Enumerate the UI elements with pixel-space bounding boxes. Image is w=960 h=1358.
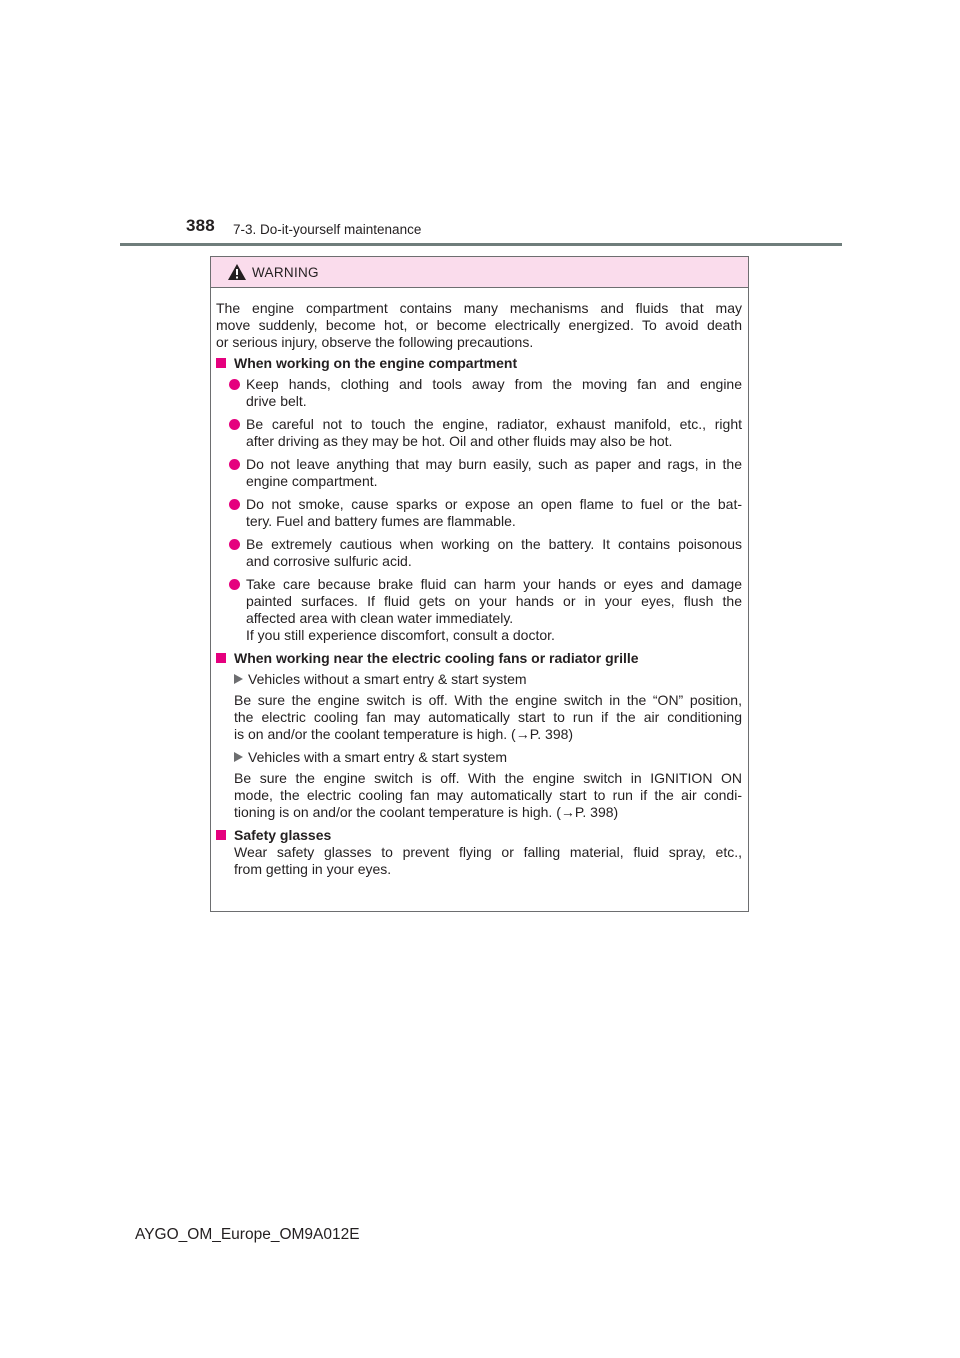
list-item: Keep hands, clothing and tools away from the moving fan and engine drive belt. xyxy=(216,376,742,410)
page-number: 388 xyxy=(186,216,215,235)
list-item: Take care because brake fluid can harm your hands or eyes and damage painted surfaces. If fluid gets on your hands or in your eyes, flush the affected area with clean water immediately. If you still experience discomfort, consult a doctor. xyxy=(216,576,742,644)
warning-body xyxy=(211,288,748,878)
intro-line: The engine compartment contains many mechanisms and fluids that may xyxy=(216,300,742,316)
warning-header xyxy=(211,257,748,288)
round-bullet-icon xyxy=(229,539,240,550)
square-bullet-icon xyxy=(216,830,226,840)
round-bullet-icon xyxy=(229,459,240,470)
paragraph: Wear safety glasses to prevent flying or falling material, fluid spray, etc., from getting in your eyes. xyxy=(234,844,742,877)
list-item: Be extremely cautious when working on the battery. It contains poisonous and corrosive sulfuric acid. xyxy=(216,536,742,570)
sub-heading-with-smart-entry: Vehicles with a smart entry & start system xyxy=(216,749,742,766)
warning-box xyxy=(210,256,749,912)
header-rule xyxy=(120,243,842,246)
list-item: Do not leave anything that may burn easily, such as paper and rags, in the engine compartment. xyxy=(216,456,742,490)
list-item: Do not smoke, cause sparks or expose an open flame to fuel or the bat- tery. Fuel and battery fumes are flammable. xyxy=(216,496,742,530)
warning-triangle-icon xyxy=(227,263,247,281)
round-bullet-icon xyxy=(229,579,240,590)
warning-intro xyxy=(216,300,742,351)
list-item: Be careful not to touch the engine, radiator, exhaust manifold, etc., right after driving as they may be hot. Oil and other fluids may also be hot. xyxy=(216,416,742,450)
triangle-bullet-icon xyxy=(234,752,243,762)
square-bullet-icon xyxy=(216,653,226,663)
warning-label: WARNING xyxy=(252,265,319,280)
section-heading-safety-glasses: Safety glasses xyxy=(216,827,742,844)
triangle-bullet-icon xyxy=(234,674,243,684)
document-code: AYGO_OM_Europe_OM9A012E xyxy=(135,1226,360,1243)
paragraph: Be sure the engine switch is off. With the engine switch in IGNITION ON mode, the electric cooling fan may automatically start to run if the air condi- tioning is on and/or the coolant temperature is high. (→P. 398) xyxy=(234,770,742,820)
round-bullet-icon xyxy=(229,379,240,390)
paragraph: Be sure the engine switch is off. With the engine switch in the “ON” position, the electric cooling fan may automatically start to run if the air conditioning is on and/or the coolant temperature is high. (→P. 398) xyxy=(234,692,742,742)
square-bullet-icon xyxy=(216,358,226,368)
intro-line: move suddenly, become hot, or become electrically energized. To avoid death xyxy=(216,317,742,333)
round-bullet-icon xyxy=(229,419,240,430)
round-bullet-icon xyxy=(229,499,240,510)
intro-line: or serious injury, observe the following precautions. xyxy=(216,334,534,350)
section-title: 7-3. Do-it-yourself maintenance xyxy=(233,222,422,237)
section-heading-cooling-fans: When working near the electric cooling fans or radiator grille xyxy=(216,650,742,667)
section-heading-engine-compartment: When working on the engine compartment xyxy=(216,355,742,372)
sub-heading-without-smart-entry: Vehicles without a smart entry & start system xyxy=(216,671,742,688)
